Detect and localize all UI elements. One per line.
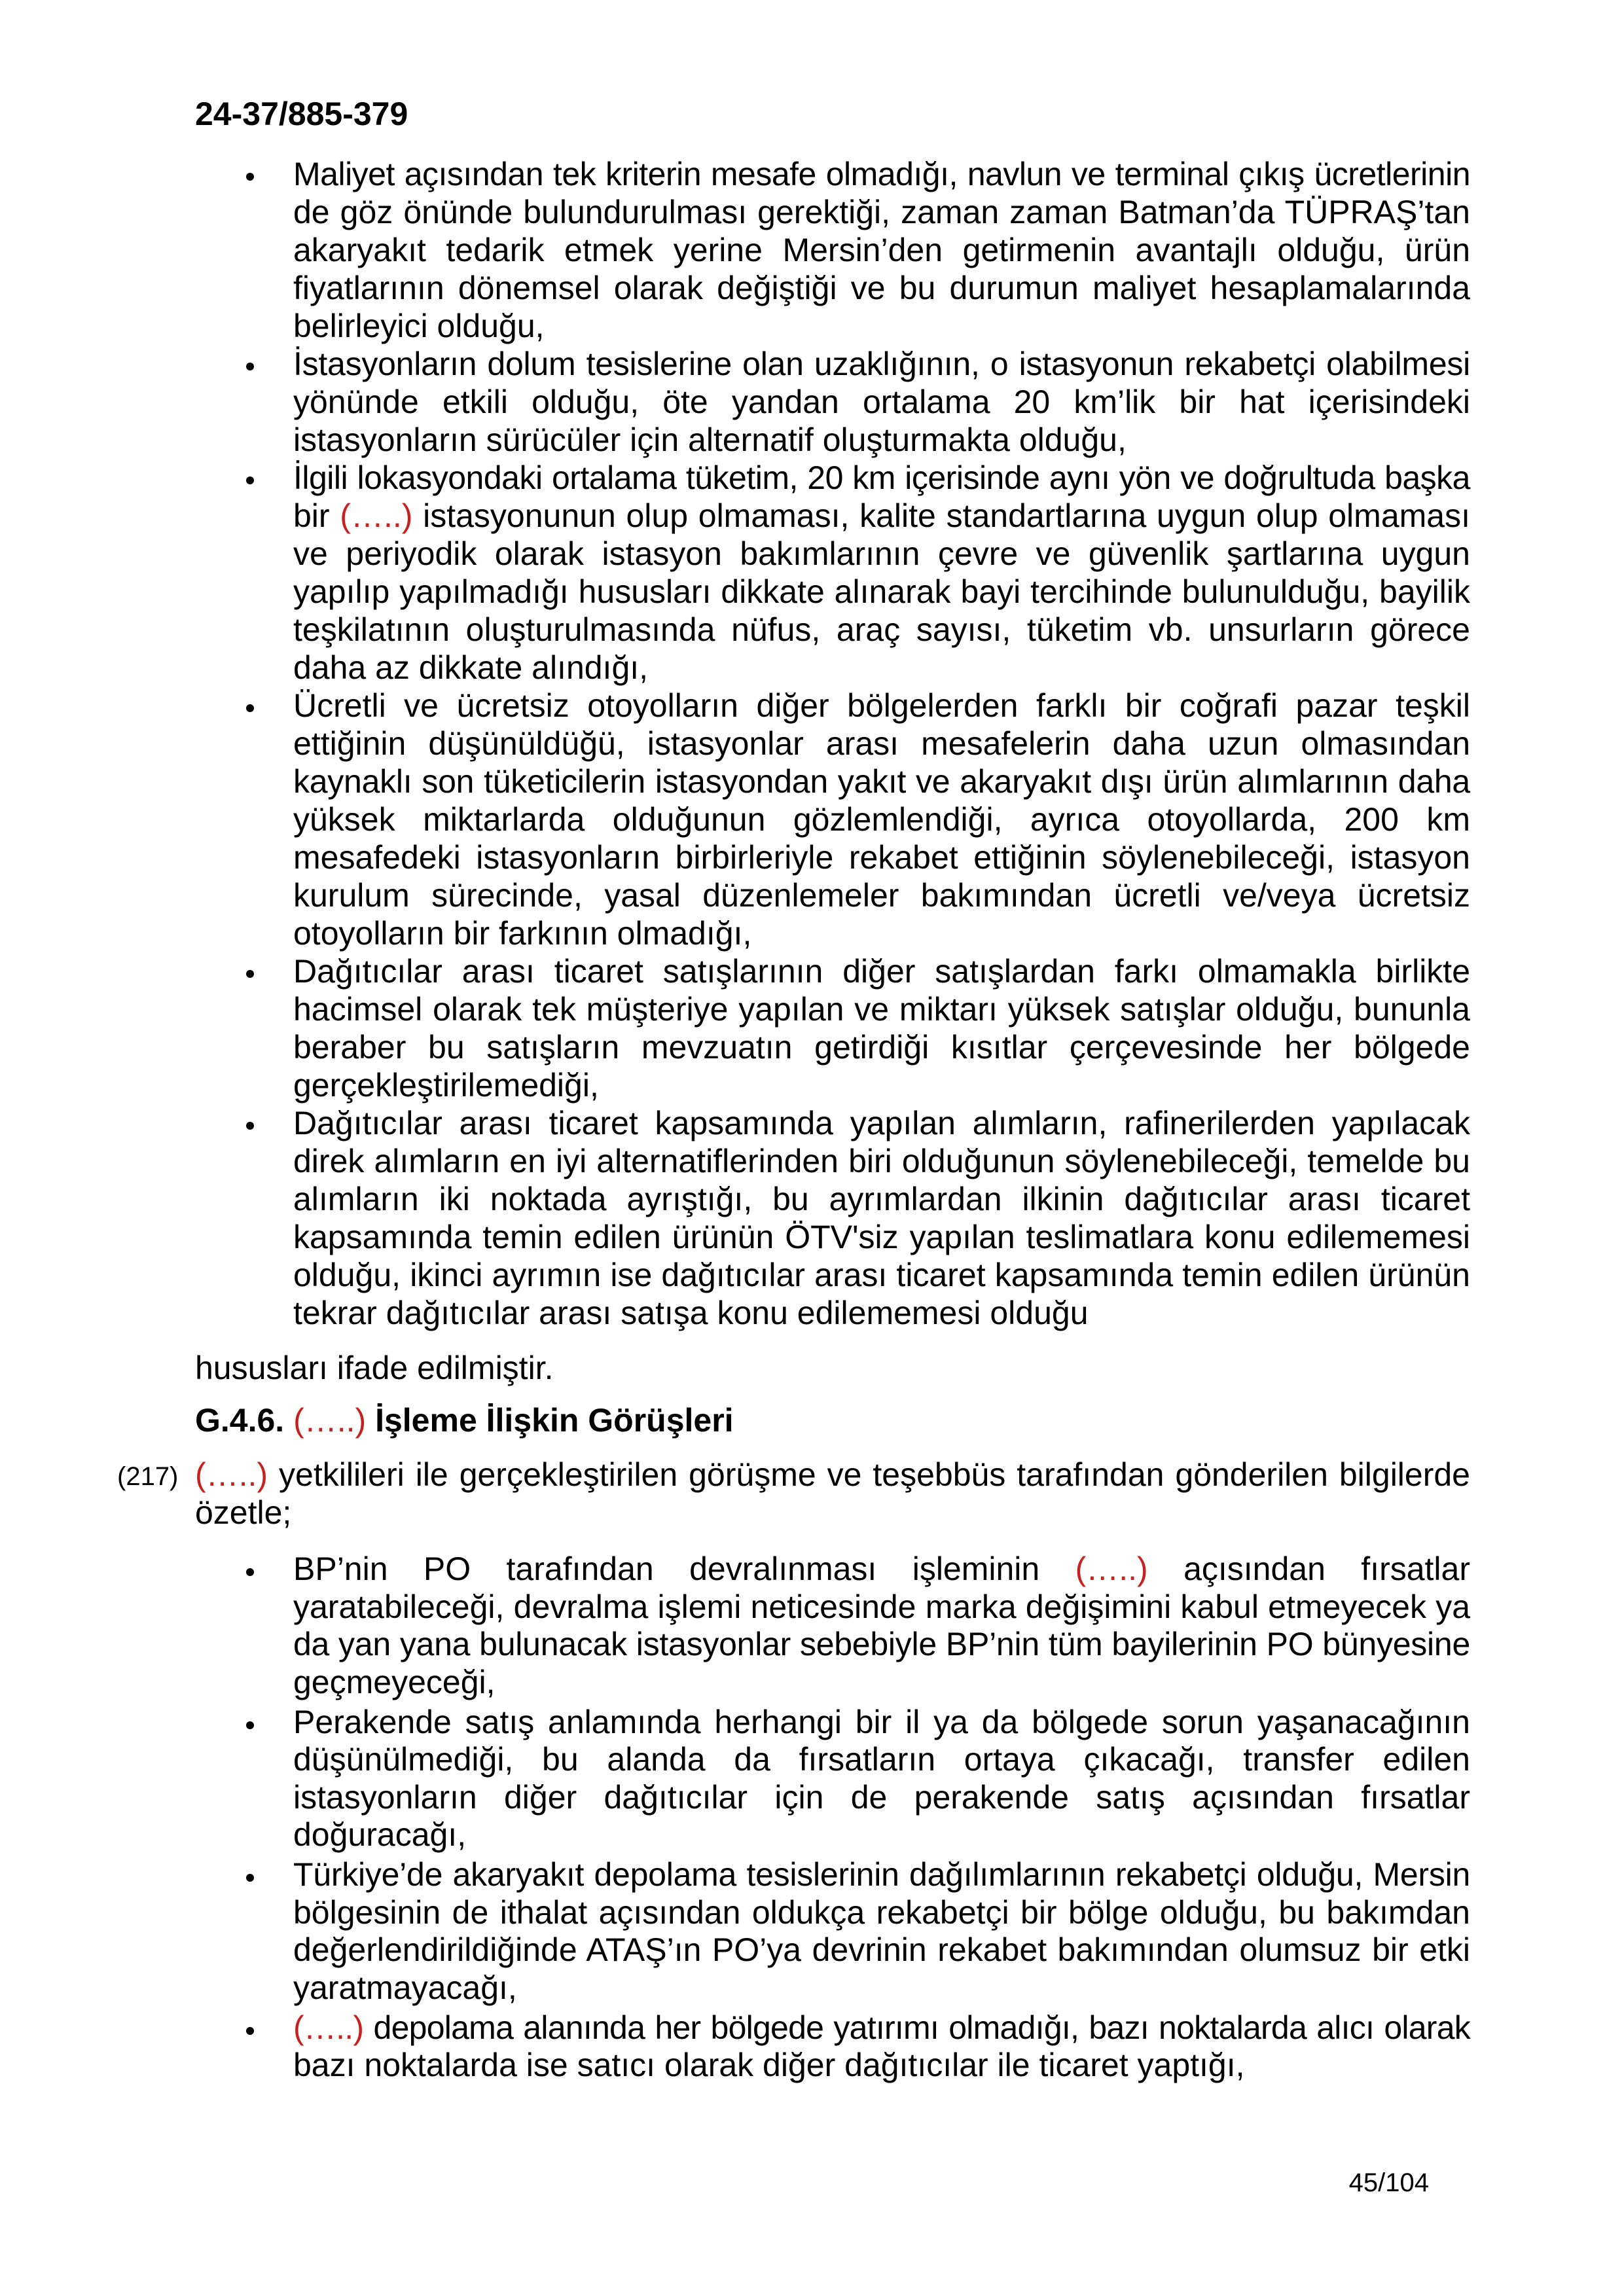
redaction-mark: (…..) <box>293 1402 367 1439</box>
text-line: Perakende satış anlamında herhangi bir il ya da bölgede sorun yaşanacağının <box>293 1703 1470 1740</box>
text-line: yönünde etkili olduğu, öte yandan ortalama 20 km’lik bir hat içerisindeki <box>293 384 1470 420</box>
text-line: kurulum sürecinde, yasal düzenlemeler bakımından ücretli ve/veya ücretsiz <box>293 877 1470 914</box>
list-item <box>293 1104 1470 1332</box>
text-line: düşünülmediği, bu alanda da fırsatların ortaya çıkacağı, transfer edilen <box>293 1741 1470 1778</box>
text-line: daha az dikkate alındığı, <box>293 649 649 686</box>
text-line: İstasyonların dolum tesislerine olan uzaklığının, o istasyonun rekabetçi olabilmesi <box>293 346 1470 382</box>
text-line: gerçekleştirilemediği, <box>293 1067 599 1103</box>
text-line: geçmeyeceği, <box>293 1663 496 1700</box>
document-reference: 24-37/885-379 <box>195 96 408 132</box>
text-line: bazı noktalarda ise satıcı olarak diğer dağıtıcılar ile ticaret yaptığı, <box>293 2047 1245 2083</box>
closing-text: hususları ifade edilmiştir. <box>195 1350 554 1386</box>
section-title: İşleme İlişkin Görüşleri <box>375 1402 734 1439</box>
text-line: hacimsel olarak tek müşteriye yapılan ve miktarı yüksek satışlar olduğu, bununla <box>293 991 1470 1028</box>
bullet-icon <box>246 970 254 978</box>
text-line: alımların iki noktada ayrıştığı, bu ayrımlardan ilkinin dağıtıcılar arası ticaret <box>293 1181 1470 1217</box>
redaction-mark: (…..) <box>293 2009 364 2046</box>
text-line: istasyonların diğer dağıtıcılar için de perakende satış açısından fırsatlar <box>293 1778 1470 1816</box>
bullet-icon <box>246 2027 254 2035</box>
bullet-icon <box>246 1874 254 1882</box>
list-item <box>293 2009 1470 2085</box>
text-line: İlgili lokasyondaki ortalama tüketim, 20 km içerisinde aynı yön ve doğrultuda başka <box>293 459 1470 496</box>
text-line: de göz önünde bulundurulması gerektiği, zaman zaman Batman’da TÜPRAŞ’tan <box>293 194 1470 230</box>
bullet-icon <box>246 363 254 370</box>
bullet-icon <box>246 1568 254 1576</box>
list-item <box>293 952 1470 1104</box>
text-line: (…..) depolama alanında her bölgede yatırımı olmadığı, bazı noktalarda alıcı olarak <box>293 2009 1470 2046</box>
text-line: yaratmayacağı, <box>293 1969 517 2006</box>
text-line: Ücretli ve ücretsiz otoyolların diğer bölgelerden farklı bir coğrafi pazar teşkil <box>293 687 1470 724</box>
list-item <box>293 459 1470 687</box>
text-line: kapsamında temin edilen ürünün ÖTV'siz yapılan teslimatlara konu edilememesi <box>293 1219 1470 1255</box>
redaction-mark: (…..) <box>195 1456 268 1493</box>
text-line: Maliyet açısından tek kriterin mesafe olmadığı, navlun ve terminal çıkış ücretlerinin <box>293 156 1470 192</box>
text-line: bir (…..) istasyonunun olup olmaması, kalite standartlarına uygun olup olmaması <box>293 497 1470 534</box>
bullet-icon <box>246 704 254 712</box>
text-line: bölgesinin de ithalat açısından oldukça rekabetçi bir bölge olduğu, bu bakımdan <box>293 1893 1470 1931</box>
text-line: istasyonların sürücüler için alternatif oluşturmakta olduğu, <box>293 422 1127 458</box>
text-line: belirleyici olduğu, <box>293 308 545 344</box>
page-number: 45/104 <box>1348 2168 1429 2197</box>
text-line: teşkilatının oluşturulmasında nüfus, araç sayısı, tüketim vb. unsurların görece <box>293 611 1470 648</box>
text-line: özetle; <box>195 1494 292 1531</box>
text-line: Dağıtıcılar arası ticaret satışlarının diğer satışlardan farkı olmamakla birlikte <box>293 953 1470 990</box>
paragraph-text <box>195 1456 1470 1532</box>
text-line: Türkiye’de akaryakıt depolama tesislerinin dağılımlarının rekabetçi olduğu, Mersin <box>293 1856 1470 1893</box>
text-line: Dağıtıcılar arası ticaret kapsamında yapılan alımların, rafinerilerden yapılacak <box>293 1105 1470 1141</box>
list-item <box>293 1551 1470 1701</box>
text-line: değerlendirildiğinde ATAŞ’ın PO’ya devrinin rekabet bakımından olumsuz bir etki <box>293 1931 1470 1968</box>
bullet-icon <box>246 1122 254 1130</box>
text-line: BP’nin PO tarafından devralınması işleminin (…..) açısından fırsatlar <box>293 1551 1470 1587</box>
bullet-icon <box>246 476 254 484</box>
bullet-icon <box>246 173 254 181</box>
section-heading <box>195 1401 734 1439</box>
list-item <box>293 345 1470 459</box>
text-line: doğuracağı, <box>293 1816 467 1853</box>
bullet-icon <box>246 1721 254 1729</box>
list-item <box>293 155 1470 345</box>
text-line: yapılıp yapılmadığı hususları dikkate alınarak bayi tercihinde bulunulduğu, bayilik <box>293 573 1470 610</box>
text-line: olduğu, ikinci ayrımın ise dağıtıcılar arası ticaret kapsamında temin edilen ürünün <box>293 1257 1470 1293</box>
text-line: tekrar dağıtıcılar arası satışa konu edilememesi olduğu <box>293 1295 1089 1331</box>
text-line: direk alımların en iyi alternatiflerinden biri olduğunun söylenebileceği, temelde bu <box>293 1143 1470 1179</box>
list-item <box>293 687 1470 952</box>
redaction-mark: (…..) <box>340 497 413 534</box>
paragraph-217 <box>117 1456 1470 1532</box>
text-line: beraber bu satışların mevzuatın getirdiği kısıtlar çerçevesinde her bölgede <box>293 1029 1470 1066</box>
text-line: yüksek miktarlarda olduğunun gözlemlendiği, ayrıca otoyollarda, 200 km <box>293 801 1470 838</box>
list-item <box>293 1856 1470 2007</box>
text-line: da yan yana bulunacak istasyonlar sebebiyle BP’nin tüm bayilerinin PO bünyesine <box>293 1626 1470 1662</box>
redaction-mark: (…..) <box>1075 1551 1148 1587</box>
text-line: mesafedeki istasyonların birbirleriyle rekabet ettiğinin söylenebileceği, istasyon <box>293 839 1470 876</box>
section-number: G.4.6. <box>195 1402 285 1439</box>
bullet-list-statements <box>293 155 1470 1332</box>
text-line: ettiğinin düşünüldüğü, istasyonlar arası mesafelerin daha uzun olmasından <box>293 725 1470 762</box>
paragraph-number: (217) <box>117 1462 179 1491</box>
list-item <box>293 1704 1470 1854</box>
text-line: (…..) yetkilileri ile gerçekleştirilen görüşme ve teşebbüs tarafından gönderilen bilgilerde <box>195 1456 1470 1493</box>
text-line: yaratabileceği, devralma işlemi neticesinde marka değişimini kabul etmeyecek ya <box>293 1588 1470 1625</box>
bullet-list-opinions <box>293 1551 1470 2087</box>
text-line: kaynaklı son tüketicilerin istasyondan yakıt ve akaryakıt dışı ürün alımlarının daha <box>293 763 1470 800</box>
text-line: ve periyodik olarak istasyon bakımlarının çevre ve güvenlik şartlarına uygun <box>293 535 1470 572</box>
text-line: otoyolların bir farkının olmadığı, <box>293 915 752 952</box>
text-line: akaryakıt tedarik etmek yerine Mersin’den getirmenin avantajlı olduğu, ürün <box>293 232 1470 268</box>
text-line: fiyatlarının dönemsel olarak değiştiği ve bu durumun maliyet hesaplamalarında <box>293 270 1470 306</box>
